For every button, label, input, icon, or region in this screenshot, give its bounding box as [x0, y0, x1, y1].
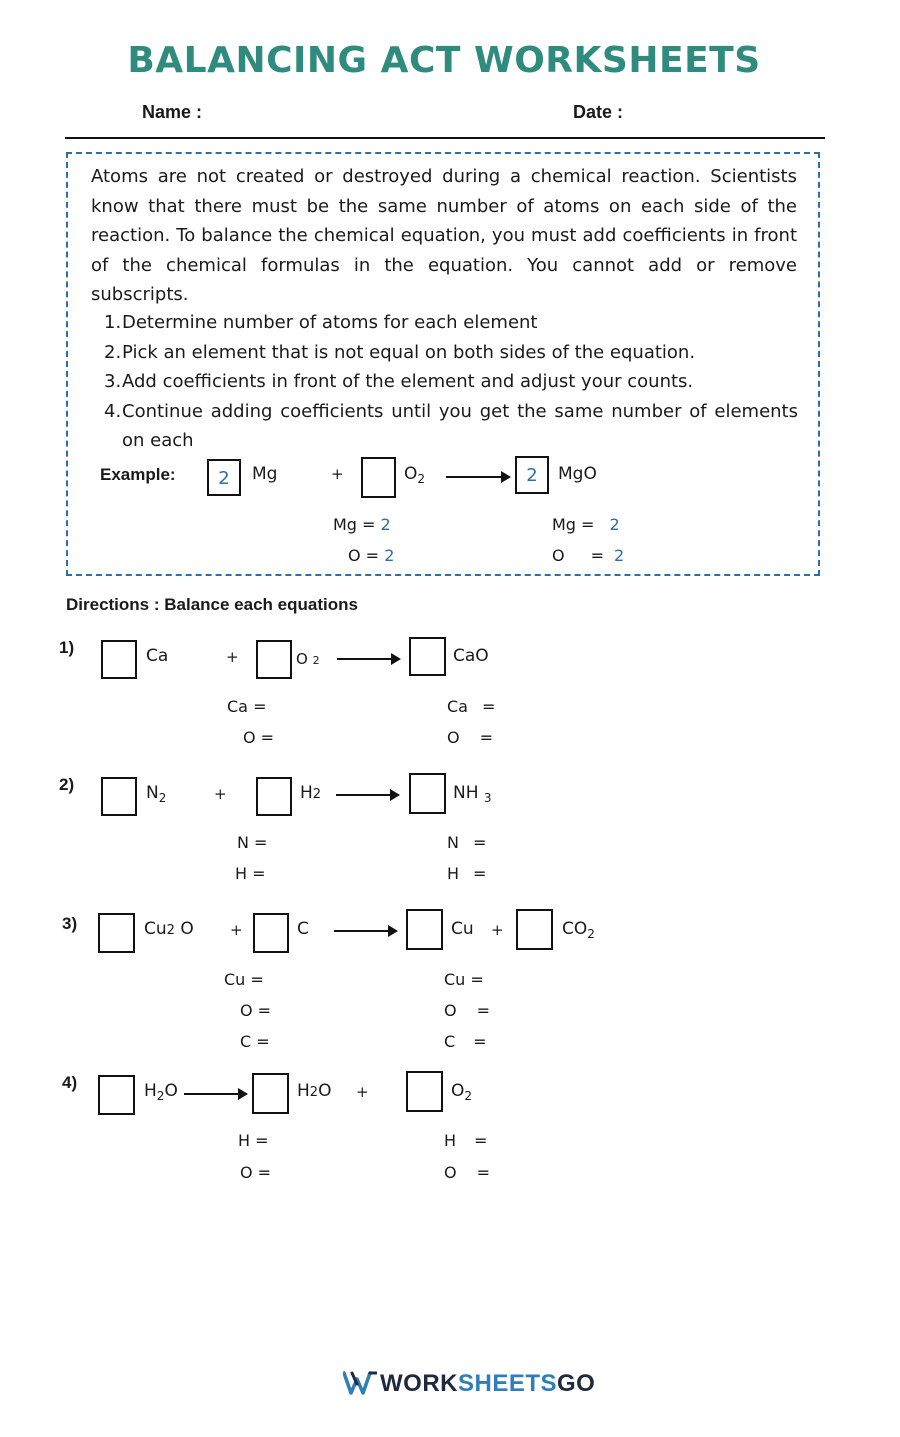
- reactant: O 2: [296, 650, 320, 668]
- atom-count: Mg = 2: [552, 515, 620, 534]
- date-label: Date :: [573, 102, 624, 122]
- worksheetsgo-logo-icon: [343, 1370, 377, 1396]
- reaction-arrow: [337, 658, 399, 660]
- atom-count: H =: [447, 864, 487, 883]
- product: $CO_2$: [562, 919, 595, 941]
- atom-count: N =: [447, 833, 487, 852]
- reactant: $N_2$: [146, 783, 167, 805]
- answer-box[interactable]: [98, 1075, 135, 1115]
- answer-box[interactable]: [101, 640, 137, 679]
- atom-count: O =: [243, 728, 275, 747]
- atom-count: O =: [444, 1001, 490, 1020]
- step-item: 2. Pick an element that is not equal on both sides of the equation.: [104, 341, 696, 363]
- product: H2O: [297, 1081, 332, 1101]
- plus-sign: +: [331, 465, 344, 483]
- atom-count: H =: [235, 864, 266, 883]
- answer-box[interactable]: [406, 909, 443, 950]
- step-item: 1. Determine number of atoms for each element: [104, 312, 538, 333]
- answer-box[interactable]: [252, 1073, 289, 1114]
- answer-box[interactable]: [101, 777, 137, 816]
- name-label: Name :: [142, 102, 203, 122]
- atom-count: O = 2: [552, 546, 625, 565]
- atom-count: Mg = 2: [333, 515, 391, 534]
- atom-count: Cu =: [224, 970, 264, 989]
- header-divider: [65, 137, 825, 139]
- atom-count: O =: [240, 1001, 272, 1020]
- atom-count: O =: [447, 728, 493, 747]
- atom-count: C =: [444, 1032, 487, 1051]
- atom-count: O =: [444, 1163, 490, 1182]
- answer-box[interactable]: [516, 909, 553, 950]
- problem-number: 3): [62, 914, 78, 933]
- atom-count: H =: [444, 1131, 488, 1150]
- example-label: Example:: [100, 465, 176, 484]
- plus-sign: +: [356, 1083, 369, 1101]
- problem-number: 2): [59, 775, 75, 794]
- atom-count: O = 2: [348, 546, 395, 565]
- answer-box[interactable]: [409, 773, 446, 814]
- reactant: $H_2O$: [144, 1081, 178, 1103]
- atom-count: Ca =: [447, 697, 496, 716]
- atom-count: C =: [240, 1032, 270, 1051]
- atom-count: O =: [240, 1163, 272, 1182]
- answer-box[interactable]: [253, 913, 289, 953]
- atom-count: Cu =: [444, 970, 484, 989]
- step-item: 3. Add coefficients in front of the element and adjust your counts.: [104, 371, 694, 392]
- plus-sign: +: [491, 921, 504, 939]
- directions-heading: Directions : Balance each equations: [66, 595, 358, 614]
- intro-paragraph: Atoms are not created or destroyed during a chemical reaction. Scientists know that there must be the same number of atoms on each side of the reaction. To balance the chemical equation, you must add coefficients in front of the chemical formulas in the equation. You cannot add or remove subscripts.: [91, 166, 797, 305]
- product: NH $_3$: [453, 783, 492, 805]
- example-coefficient-box: 2: [515, 456, 549, 494]
- reactant: Cu2 O: [144, 919, 194, 939]
- problem-number: 1): [59, 638, 75, 657]
- atom-count: N =: [237, 833, 268, 852]
- example-species: Mg: [252, 464, 278, 484]
- answer-box[interactable]: [256, 640, 292, 679]
- reaction-arrow: [184, 1093, 246, 1095]
- product: $O_2$: [451, 1081, 473, 1103]
- product: CaO: [453, 646, 489, 666]
- reaction-arrow: [334, 930, 396, 932]
- problem-number: 4): [62, 1073, 78, 1092]
- atom-count: Ca =: [227, 697, 267, 716]
- answer-box[interactable]: [406, 1071, 443, 1112]
- product: Cu: [451, 919, 474, 939]
- example-coefficient-box: [361, 457, 396, 498]
- example-species: $O_2$: [404, 464, 426, 486]
- plus-sign: +: [230, 921, 243, 939]
- reactant: H2: [300, 783, 322, 803]
- answer-box[interactable]: [409, 637, 446, 676]
- plus-sign: +: [226, 648, 239, 666]
- steps-list: [104, 308, 798, 456]
- reaction-arrow: [336, 794, 398, 796]
- reaction-arrow: [446, 476, 509, 478]
- answer-box[interactable]: [256, 777, 292, 816]
- answer-box[interactable]: [98, 913, 135, 953]
- page-title: BALANCING ACT WORKSHEETS: [127, 40, 761, 81]
- atom-count: H =: [238, 1131, 269, 1150]
- example-product: MgO: [558, 464, 597, 484]
- reactant: C: [297, 919, 309, 939]
- example-coefficient-box: 2: [207, 459, 241, 496]
- reactant: Ca: [146, 646, 169, 666]
- plus-sign: +: [214, 785, 227, 803]
- step-item: 4. Continue adding coefficients until you get the same number of elements on each: [104, 400, 798, 451]
- footer-brand: WORKSHEETSGO: [380, 1370, 596, 1397]
